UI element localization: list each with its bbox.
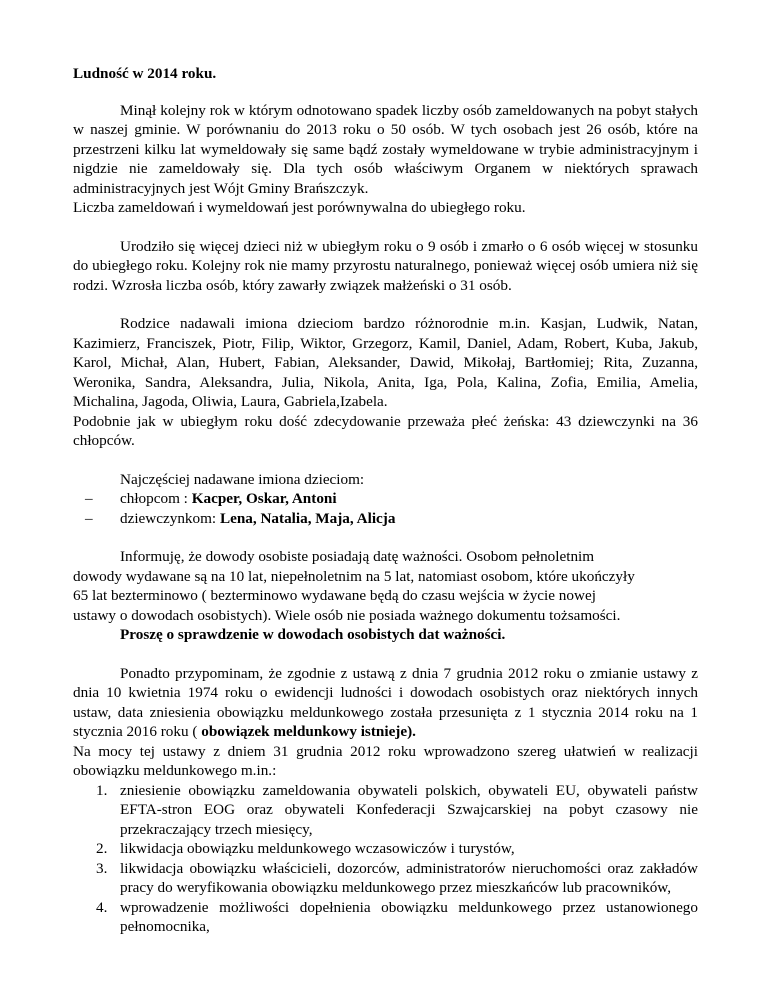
registration-obligation-note: obowiązek meldunkowy istnieje). bbox=[201, 723, 416, 740]
list-item-text: likwidacja obowiązku meldunkowego wczasowiczów i turystów, bbox=[120, 840, 515, 857]
girls-names: Lena, Natalia, Maja, Alicja bbox=[219, 509, 396, 527]
id-check-notice-text: Proszę o sprawdzenie w dowodach osobistych dat ważności. bbox=[120, 626, 506, 643]
boys-names: Kacper, Oskar, Antoni bbox=[191, 490, 337, 507]
list-number: 4. bbox=[96, 898, 108, 916]
document-title: Ludność w 2014 roku. bbox=[73, 65, 217, 82]
paragraph-text: Liczba zameldowań i wymeldowań jest porównywalna do ubiegłego roku. bbox=[73, 199, 526, 216]
list-item-text: wprowadzenie możliwości dopełnienia obowiązku meldunkowego przez ustanowionego pełnomocnika, bbox=[120, 898, 698, 935]
popular-names-list bbox=[73, 489, 698, 528]
paragraph-id-cards bbox=[73, 547, 698, 645]
paragraph-text: Urodziło się więcej dzieci niż w ubiegłym roku o 9 osób i zmarło o 6 osób więcej w stosunku do ubiegłego roku. Kolejny rok nie mamy przyrostu naturalnego, ponieważ więcej osób umiera niż się rodzi. Wzrosła liczba osób, który zawarły związek małżeński o 31 osób. bbox=[73, 237, 698, 294]
paragraph-text: Na mocy tej ustawy z dniem 31 grudnia 2012 roku wprowadzono szereg ułatwień w realizacji obowiązku meldunkowego m.in.: bbox=[73, 742, 698, 779]
paragraph-registration bbox=[73, 664, 698, 937]
girls-label: dziewczynkom: bbox=[120, 509, 220, 527]
paragraph-births bbox=[73, 237, 698, 296]
paragraph-text: Minął kolejny rok w którym odnotowano spadek liczby osób zameldowanych na pobyt stałych w naszej gminie. W porównaniu do 2013 roku o 50 osób. W tych osobach jest 26 osób, które na przestrzeni kilku lat wymeldowały się same bądź zostały wymeldowane w trybie administracyjnym i nigdzie nie zameldowały się. Dla tych osób właściwym Organem w niektórych sprawach administracyjnych jest Wójt Gminy Brańszczyk. bbox=[73, 101, 698, 197]
list-item bbox=[73, 839, 698, 859]
paragraph-text: Podobnie jak w ubiegłym roku dość zdecydowanie przeważa płeć żeńska: 43 dziewczynki na 36 chłopców. bbox=[73, 412, 698, 449]
paragraph-text bbox=[73, 664, 698, 742]
list-item bbox=[73, 781, 698, 840]
paragraph-line: dowody wydawane są na 10 lat, niepełnoletnim na 5 lat, natomiast osobom, które ukończyły bbox=[73, 567, 635, 585]
id-check-notice bbox=[73, 625, 698, 645]
list-item bbox=[73, 898, 698, 937]
list-item-text: likwidacja obowiązku właścicieli, dozorców, administratorów nieruchomości oraz zakładów pracy do weryfikowania obowiązku meldunkowego przez mieszkańców lub pracowników, bbox=[120, 859, 698, 896]
paragraph-line: 65 lat bezterminowo ( bezterminowo wydawane będą do czasu wejścia w życie nowej bbox=[73, 587, 596, 604]
list-number: 3. bbox=[96, 859, 108, 877]
list-number: 1. bbox=[96, 781, 108, 799]
paragraph-line: Informuję, że dowody osobiste posiadają datę ważności. Osobom pełnoletnim bbox=[120, 548, 595, 565]
facilitation-list bbox=[73, 781, 698, 937]
popular-names-section bbox=[73, 470, 698, 529]
names-intro: Najczęściej nadawane imiona dzieciom: bbox=[120, 470, 365, 488]
list-number: 2. bbox=[96, 840, 108, 857]
paragraph-names bbox=[73, 314, 698, 451]
boys-label: chłopcom : bbox=[120, 490, 192, 507]
paragraph-text: Rodzice nadawali imiona dzieciom bardzo różnorodnie m.in. Kasjan, Ludwik, Natan, Kazimierz, Franciszek, Piotr, Filip, Wiktor, Grzegorz, Kamil, Daniel, Adam, Robert, Kuba, Jakub, Karol, Michał, Alan, Hubert, Fabian, Aleksander, Dawid, Mikołaj, Bartłomiej; Rita, Zuzanna, Weronika, Sandra, Aleksandra, Julia, Nikola, Anita, Iga, Pola, Kalina, Zofia, Emilia, Amelia, Michalina, Jagoda, Oliwia, Laura, Gabriela,Izabela. bbox=[73, 315, 698, 410]
list-item bbox=[73, 859, 698, 898]
list-item bbox=[73, 489, 698, 509]
paragraph-line: ustawy o dowodach osobistych). Wiele osób nie posiada ważnego dokumentu tożsamości. bbox=[73, 606, 621, 624]
list-item-text: zniesienie obowiązku zameldowania obywateli polskich, obywateli EU, obywateli państw EFTA-stron EOG oraz obywateli Konfederacji Szwajcarskiej na pobyt czasowy nie przekraczający trzech miesięcy, bbox=[120, 781, 698, 838]
paragraph-population bbox=[73, 101, 698, 218]
list-item bbox=[73, 509, 698, 529]
paragraph-text-part: Ponadto przypominam, że zgodnie z ustawą z dnia 7 grudnia 2012 roku o zmianie ustawy z dnia 10 kwietnia 1974 roku o ewidencji ludności i dowodach osobistych oraz niektórych innych ustaw, data zniesienia obowiązku meldunkowego została przesunięta z 1 stycznia 2014 roku na 1 stycznia 2016 roku ( bbox=[73, 664, 698, 740]
